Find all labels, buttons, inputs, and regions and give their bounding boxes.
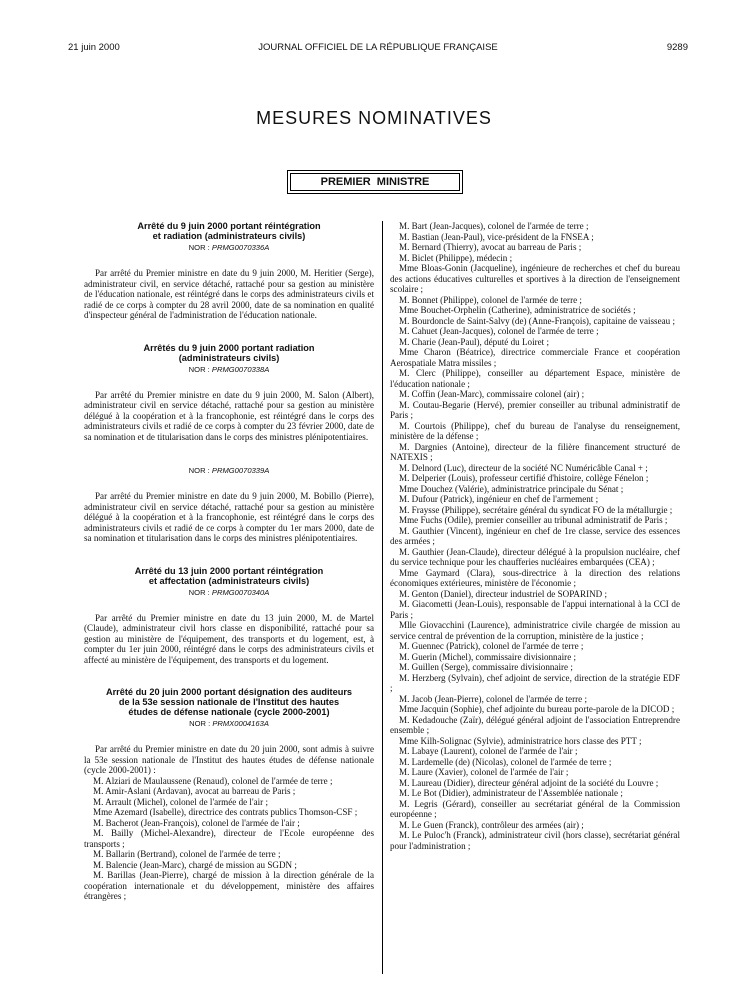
column-divider <box>382 221 383 974</box>
decree-paragraph: Par arrêté du Premier ministre en date du 9 juin 2000, M. Bobillo (Pierre), administrateur civil en service détaché, rattaché pour sa gestion au ministère délégué à la coopération et à la francophonie, est réintégré dans le corps des administrateurs civils et radié de ce corps à compter du 1er mars 2000, date de sa nomination et titularisation dans le corps des ministres plénipotentiaires. <box>84 491 374 543</box>
auditor-entry: Mme Kilh-Solignac (Sylvie), administratrice hors classe des PTT ; <box>399 735 642 746</box>
nor-reference: NOR : PRMG0070340A <box>188 587 270 597</box>
auditor-entry: M. Lardemelle (de) (Nicolas), colonel de l'armée de terre ; <box>399 756 612 767</box>
decree-paragraph: Par arrêté du Premier ministre en date du 13 juin 2000, M. de Martel (Claude), administrateur civil hors classe en disponibilité, rattaché pour sa gestion au ministère de l'équipement, des transports et du logement, est, à compter du 1er juin 2000, réintégré dans le corps des administrateurs civils et affecté au ministère de l'équipement, des transports et du logement. <box>84 612 374 665</box>
heading-line: (administrateurs civils) <box>178 352 280 363</box>
heading-line: et affectation (administrateurs civils) <box>148 575 310 586</box>
heading-line: Arrêté du 20 juin 2000 portant désignation des auditeurs <box>105 687 353 697</box>
auditor-entry: M. Fraysse (Philippe), secrétaire général du syndicat FO de la métallurgie ; <box>399 504 673 515</box>
heading-line: Arrêté du 13 juin 2000 portant réintégration <box>134 565 324 576</box>
auditor-entry: M. Charie (Jean-Paul), député du Loiret ; <box>399 336 550 347</box>
nor-reference: NOR : PRMG0070338A <box>188 364 270 374</box>
auditor-entry: M. Ballarin (Bertrand), colonel de l'armée de terre ; <box>93 849 281 859</box>
auditor-entry: M. Laureau (Didier), directeur général adjoint de la société du Louvre ; <box>399 777 659 788</box>
auditor-entry: Mme Azemard (Isabelle), directrice des contrats publics Thomson-CSF ; <box>93 807 358 817</box>
page-title: MESURES NOMINATIVES <box>256 108 492 128</box>
auditor-list-left <box>84 776 374 902</box>
auditor-entry: M. Amir-Aslani (Ardavan), avocat au barreau de Paris ; <box>93 786 296 796</box>
auditor-entry: M. Dargnies (Antoine), directeur de la filière financement structuré de NATEXIS ; <box>390 441 680 462</box>
auditor-entry: M. Genton (Daniel), directeur industriel de SOPARIND ; <box>399 588 608 599</box>
auditor-entry: M. Barillas (Jean-Pierre), chargé de mission à la direction générale de la coopération internationale et du développement, ministère des affaires étrangères ; <box>84 870 374 901</box>
auditor-entry: M. Laure (Xavier), colonel de l'armée de l'air ; <box>399 767 569 777</box>
auditor-entry: M. Herzberg (Sylvain), chef adjoint de service, direction de la stratégie EDF ; <box>390 672 680 693</box>
auditor-entry: M. Bernard (Thierry), avocat au barreau de Paris ; <box>399 242 582 252</box>
auditor-entry: M. Kedadouche (Zaïr), délégué général adjoint de l'association Entreprendre ensemble ; <box>390 714 680 735</box>
decree-paragraph: Par arrêté du Premier ministre en date du 9 juin 2000, M. Heritier (Serge), administrateur civil, en service détaché, rattaché pour sa gestion au ministère de l'éducation nationale, est réintégré dans le corps des administrateurs civils et radié de ce corps à compter du 28 avril 2000, date de sa nomination en qualité d'inspecteur général de l'administration de l'éducation nationale. <box>84 268 374 320</box>
decree-heading <box>84 343 374 363</box>
auditor-list-right <box>390 221 680 851</box>
auditor-entry: M. Jacob (Jean-Pierre), colonel de l'armée de terre ; <box>399 693 587 704</box>
nor-reference: NOR : PRMG0070336A <box>188 243 270 252</box>
auditor-entry: M. Bacherot (Jean-François), colonel de l'armée de l'air ; <box>93 817 300 828</box>
auditor-entry: Mme Jacquin (Sophie), chef adjointe du bureau porte-parole de la DICOD ; <box>399 704 675 714</box>
auditor-entry: M. Le Puloc'h (Franck), administrateur civil (hors classe), secrétariat général pour l'administration ; <box>390 830 680 851</box>
auditor-entry: M. Le Bot (Didier), administrateur de l'Assemblée nationale ; <box>399 788 623 798</box>
auditor-entry: M. Cahuet (Jean-Jacques), colonel de l'armée de terre ; <box>399 326 599 336</box>
auditor-entry: M. Balencie (Jean-Marc), chargé de mission au SGDN ; <box>93 859 297 870</box>
auditor-entry: Mme Fuchs (Odile), premier conseiller au tribunal administratif de Paris ; <box>399 515 668 525</box>
auditor-entry: M. Bart (Jean-Jacques), colonel de l'armée de terre ; <box>399 221 589 231</box>
auditor-entry: Mlle Giovacchini (Laurence), administratrice civile chargée de mission au service central de prévention de la corruption, ministère de la justice ; <box>390 620 680 641</box>
auditor-entry: M. Courtois (Philippe), chef du bureau de l'analyse du renseignement, ministère de la défense ; <box>390 420 680 441</box>
decree-4 <box>84 566 374 666</box>
auditor-entry: Mme Bouchet-Orphelin (Catherine), administratrice de sociétés ; <box>399 305 636 315</box>
auditor-entry: M. Le Guen (Franck), contrôleur des armées (air) ; <box>399 819 584 830</box>
auditor-entry: M. Bonnet (Philippe), colonel de l'armée de terre ; <box>399 294 582 305</box>
auditor-entry: M. Bailly (Michel-Alexandre), directeur de l'Ecole européenne des transports ; <box>84 828 374 849</box>
auditor-entry: M. Arrault (Michel), colonel de l'armée de l'air ; <box>93 796 268 807</box>
auditor-entry: M. Bourdoncle de Saint-Salvy (de) (Anne-François), capitaine de vaisseau ; <box>399 315 676 326</box>
nor-code: PRMG0070336A <box>211 243 270 252</box>
auditor-entry: Mme Gaymard (Clara), sous-directrice à la direction des relations économiques extérieures, ministère de l'économie ; <box>390 567 680 588</box>
heading-line: études de défense nationale (cycle 2000-2001) <box>128 707 330 717</box>
auditor-entry: M. Coutau-Begarie (Hervé), premier conseiller au tribunal administratif de Paris ; <box>390 399 680 420</box>
right-column <box>390 221 680 851</box>
auditor-entry: M. Alziari de Maulaussene (Renaud), colonel de l'armée de terre ; <box>93 775 333 786</box>
auditor-entry: Mme Bloas-Gonin (Jacqueline), ingénieure de recherches et chef du bureau des actions éducatives culturelles et sportives à la direction de l'enseignement scolaire ; <box>390 263 680 294</box>
auditor-entry: M. Coffin (Jean-Marc), commissaire colonel (air) ; <box>399 389 585 399</box>
page-header <box>68 42 688 56</box>
auditor-entry: M. Guillen (Serge), commissaire divisionnaire ; <box>399 662 573 672</box>
auditor-entry: M. Clerc (Philippe), conseiller au département Espace, ministère de l'éducation nationale ; <box>390 368 680 389</box>
decree-1 <box>84 221 374 321</box>
heading-line: Arrêtés du 9 juin 2000 portant radiation <box>143 342 315 353</box>
nor-reference: NOR : PRMG0070339A <box>188 466 270 475</box>
decree-paragraph: Par arrêté du Premier ministre en date du 20 juin 2000, sont admis à suivre la 53e session nationale de l'Institut des hautes études de défense nationale (cycle 2000-2001) : <box>84 744 374 775</box>
nor-reference: NOR : PRMX0004163A <box>189 719 269 728</box>
auditor-entry: M. Dufour (Patrick), ingénieur en chef de l'armement ; <box>399 494 599 504</box>
auditor-entry: M. Guerin (Michel), commissaire divisionnaire ; <box>399 651 577 662</box>
auditor-entry: Mme Charon (Béatrice), directrice commerciale France et coopération Aerospatiale Matra missiles ; <box>390 347 680 368</box>
auditor-entry: M. Biclet (Philippe), médecin ; <box>399 252 513 263</box>
heading-line: Arrêté du 9 juin 2000 portant réintégration <box>137 221 321 231</box>
auditor-entry: M. Gauthier (Vincent), ingénieur en chef de 1re classe, service des essences des armées ; <box>390 525 680 546</box>
auditor-entry: M. Delperier (Louis), professeur certifié d'histoire, collège Fénelon ; <box>399 473 649 483</box>
decree-heading <box>84 566 374 586</box>
decree-heading <box>84 221 374 241</box>
ministry-label: PREMIER MINISTRE <box>290 173 460 191</box>
ministry-box <box>287 170 463 194</box>
auditor-entry: Mme Douchez (Valérie), administratrice principale du Sénat ; <box>399 483 624 494</box>
auditor-entry: M. Legris (Gérard), conseiller au secrétariat général de la Commission européenne ; <box>390 798 680 819</box>
decree-paragraph: Par arrêté du Premier ministre en date du 9 juin 2000, M. Salon (Albert), administrateur civil en service détaché, rattaché pour sa gestion au ministère délégué à la coopération et à la francophonie, est réintégré dans le corps des administrateurs civils et radié de ce corps à compter du 23 février 2000, date de sa nomination et de titularisation dans le corps des ministres plénipotentiaires. <box>84 389 374 442</box>
auditor-entry: M. Bastian (Jean-Paul), vice-président de la FNSEA ; <box>399 231 594 242</box>
auditor-entry: M. Gauthier (Jean-Claude), directeur délégué à la propulsion nucléaire, chef du service technique pour les chaufferies nucléaires embarquées (CEA) ; <box>390 546 680 567</box>
journal-title: JOURNAL OFFICIEL DE LA RÉPUBLIQUE FRANÇAISE <box>258 42 498 53</box>
decree-2 <box>84 343 374 443</box>
auditor-entry: M. Giacometti (Jean-Louis), responsable de l'appui international à la CCI de Paris ; <box>390 599 680 620</box>
auditor-entry: M. Delnord (Luc), directeur de la société NC Numéricâble Canal + ; <box>399 462 648 473</box>
page-number: 9289 <box>666 42 688 53</box>
auditor-entry: M. Guennec (Patrick), colonel de l'armée de terre ; <box>399 641 584 651</box>
nor-code: PRMG0070339A <box>211 466 270 475</box>
decree-5 <box>84 687 374 902</box>
issue-date: 21 juin 2000 <box>68 42 120 53</box>
heading-line: et radiation (administrateurs civils) <box>152 231 306 241</box>
auditor-entry: M. Labaye (Laurent), colonel de l'armée de l'air ; <box>399 746 578 756</box>
decree-3 <box>84 466 374 544</box>
nor-code: PRMX0004163A <box>212 719 269 728</box>
left-column <box>84 221 374 902</box>
heading-line: de la 53e session nationale de l'Institut des hautes <box>118 697 340 707</box>
nor-code: PRMG0070338A <box>211 364 270 374</box>
nor-code: PRMG0070340A <box>211 587 270 597</box>
decree-heading <box>84 687 374 717</box>
